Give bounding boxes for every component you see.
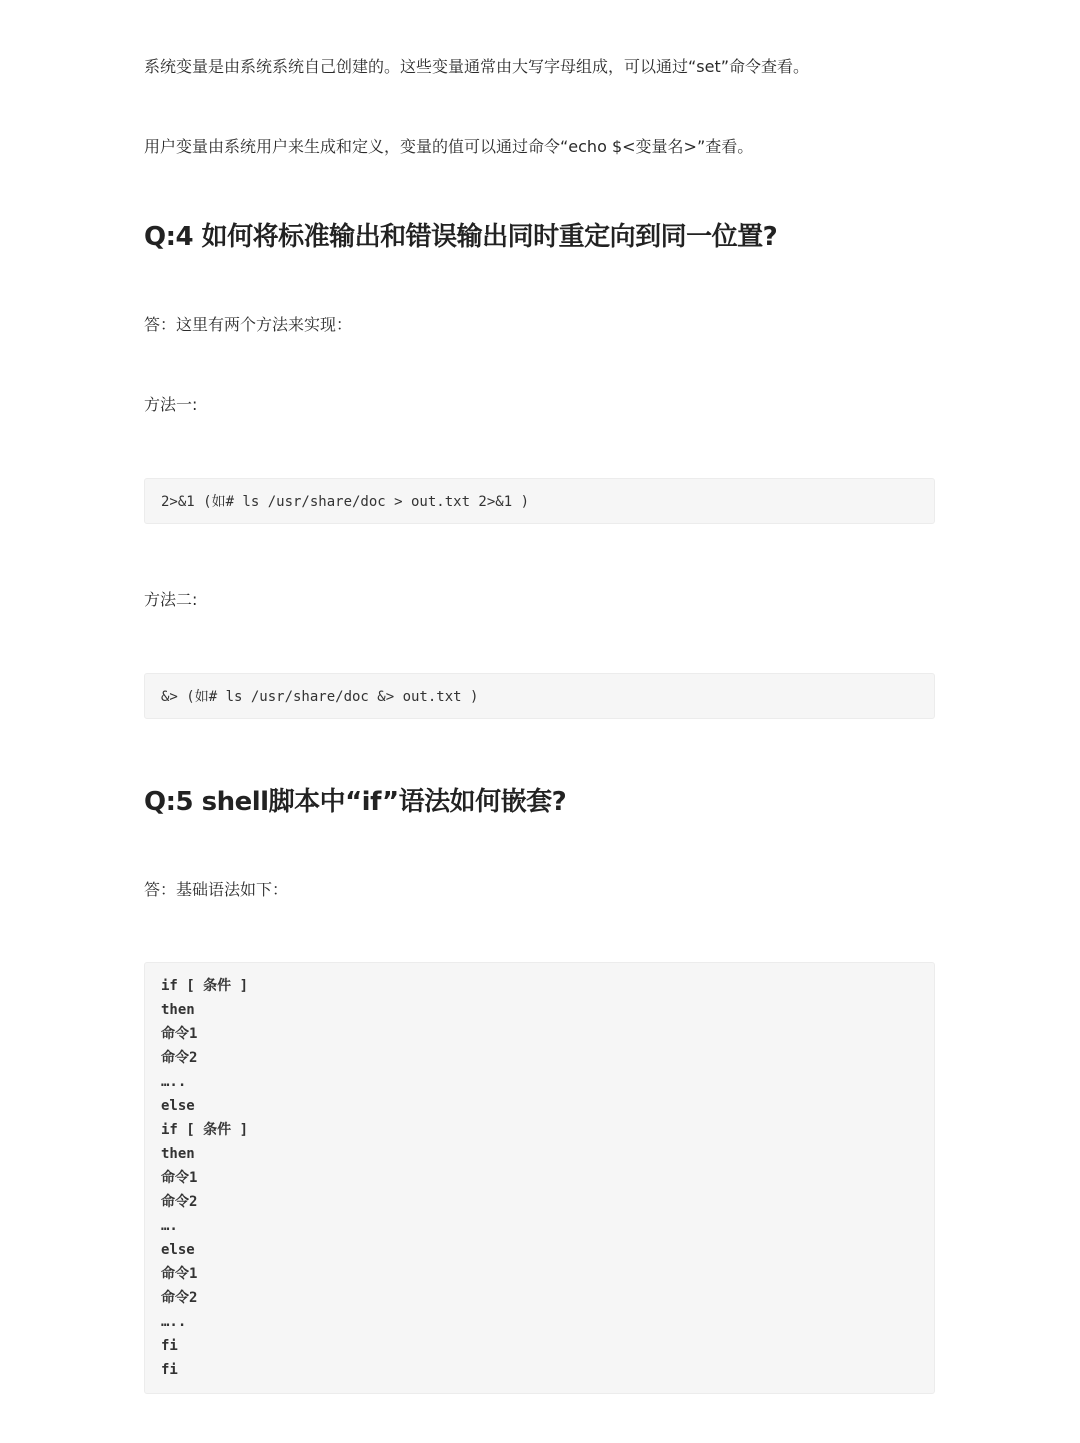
code-line: 命令1 [161,1026,198,1042]
code-line: if [ 条件 ] [161,1122,249,1138]
method-2-code-block [144,673,935,719]
code-line: …. [161,1218,178,1234]
code-line: if [ 条件 ] [161,978,249,994]
method-2-code: &> (如# ls /usr/share/doc &> out.txt ) [161,689,479,705]
code-line: ….. [161,1314,187,1330]
code-line: 命令1 [161,1170,198,1186]
method-1-code: 2>&1 (如# ls /usr/share/doc > out.txt 2>&1 ) [161,494,530,510]
code-line: 命令2 [161,1290,198,1306]
code-line: else [161,1098,195,1114]
code-line: then [161,1002,195,1018]
method-2-label: 方法二: [144,590,198,609]
question-4-answer: 答：这里有两个方法来实现： [144,315,353,334]
method-1-label: 方法一: [144,395,198,414]
code-line: 命令1 [161,1266,198,1282]
code-line: fi [161,1362,178,1378]
paragraph-system-variables: 系统变量是由系统系统自己创建的。这些变量通常由大写字母组成，可以通过“set”命令查看。 [144,57,810,76]
code-line: fi [161,1338,178,1354]
question-5-heading: Q:5 shell脚本中“if”语法如何嵌套? [144,787,567,817]
question-4-heading: Q:4 如何将标准输出和错误输出同时重定向到同一位置? [144,222,778,252]
code-line: then [161,1146,195,1162]
code-line: ….. [161,1074,187,1090]
question-5-answer: 答：基础语法如下： [144,880,289,899]
method-1-code-block [144,478,935,524]
code-line: 命令2 [161,1050,198,1066]
paragraph-user-variables: 用户变量由系统用户来生成和定义，变量的值可以通过命令“echo $<变量名>”查看。 [144,137,754,156]
if-syntax-code-block [144,962,935,1394]
code-line: else [161,1242,195,1258]
code-line: 命令2 [161,1194,198,1210]
